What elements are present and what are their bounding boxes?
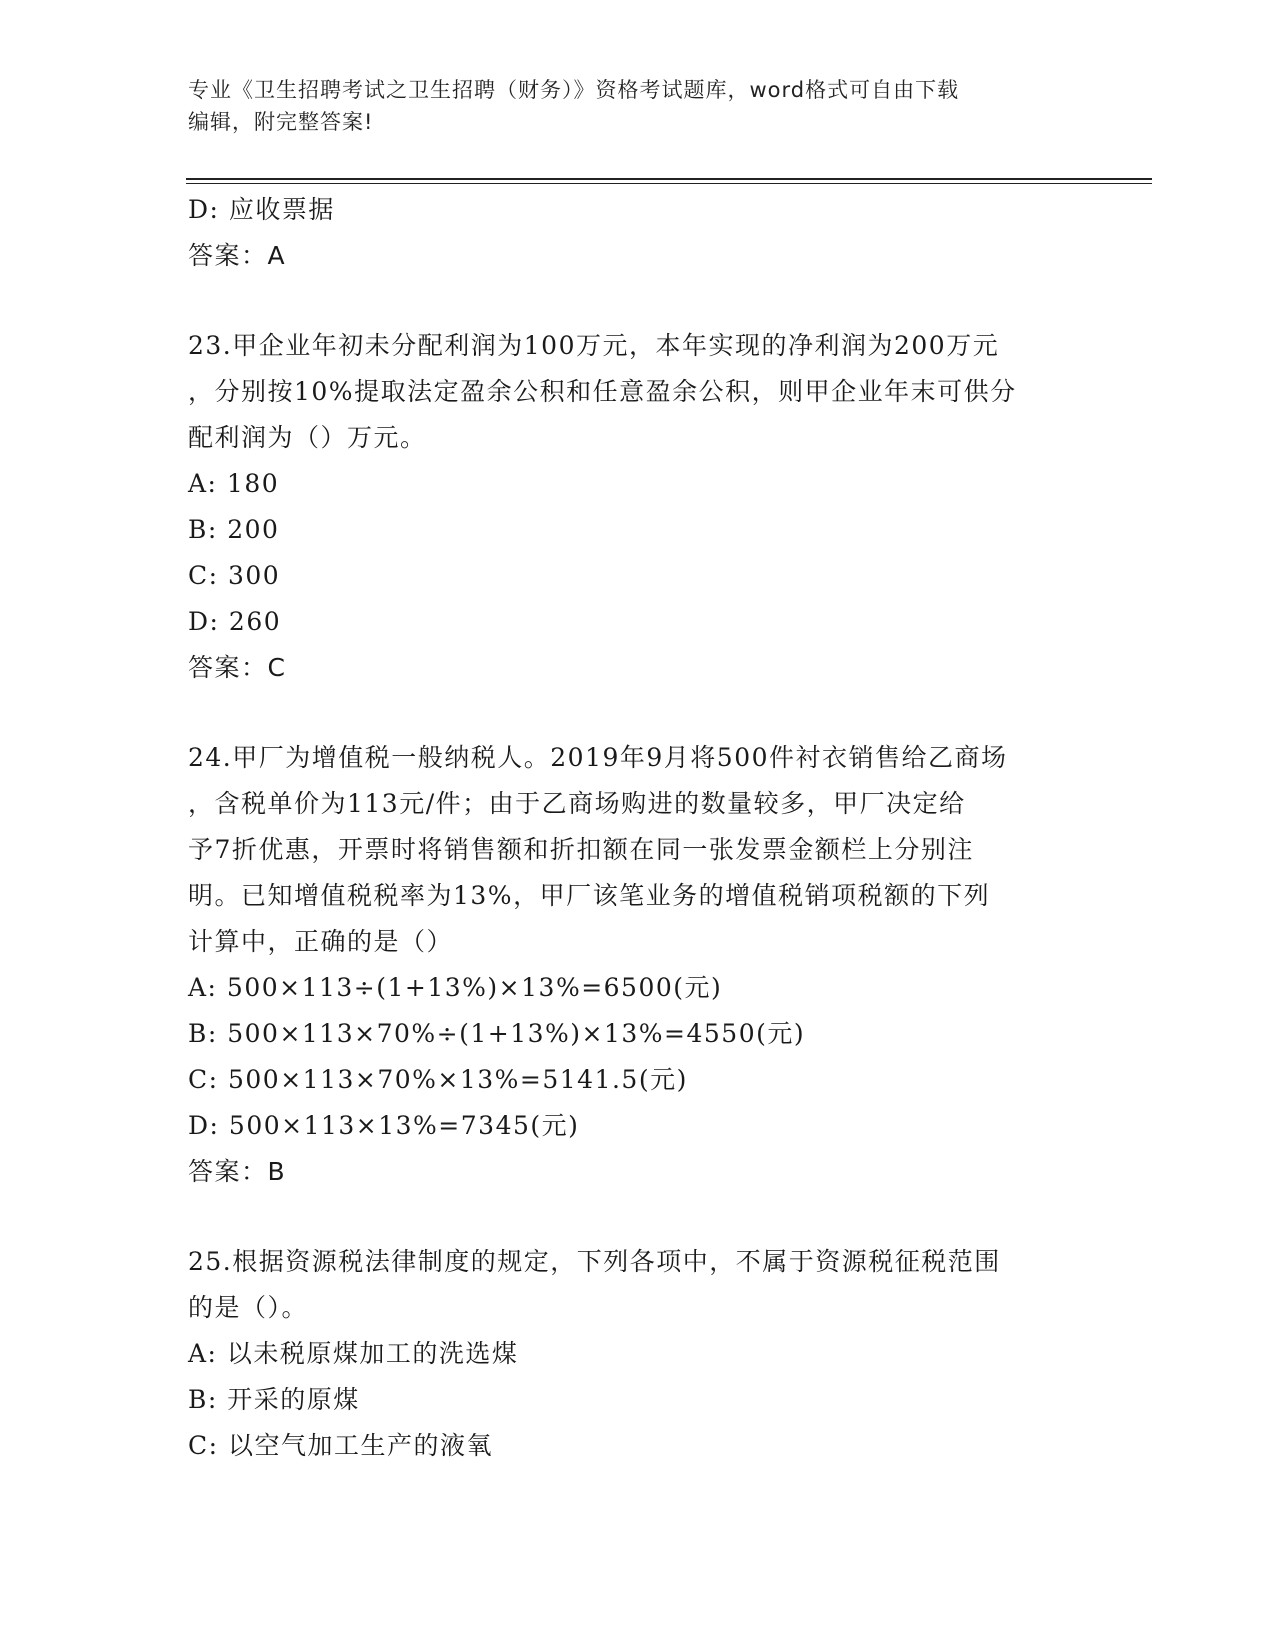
option-c: C: 300 — [188, 561, 281, 590]
answer: 答案：B — [188, 1157, 287, 1186]
option-b: B: 500×113×70%÷(1+13%)×13%=4550(元) — [188, 1019, 806, 1048]
question-text-line: 计算中，正确的是（） — [188, 927, 454, 956]
option-c: C: 500×113×70%×13%=5141.5(元) — [188, 1065, 688, 1094]
spacer — [188, 279, 1088, 323]
question-text-line: 配利润为（）万元。 — [188, 423, 427, 452]
question-text-line: ，含税单价为113元/件；由于乙商场购进的数量较多，甲厂决定给 — [188, 789, 966, 818]
header-divider-thin — [186, 183, 1152, 184]
header-line-2: 编辑，附完整答案! — [188, 110, 374, 134]
previous-question-tail — [188, 187, 1088, 279]
option-d: D: 应收票据 — [188, 195, 335, 224]
question-24 — [188, 735, 1088, 1195]
option-d: D: 260 — [188, 607, 282, 636]
spacer — [188, 1195, 1088, 1239]
question-text-line: 25.根据资源税法律制度的规定，下列各项中，不属于资源税征税范围 — [188, 1247, 1001, 1276]
answer: 答案：A — [188, 241, 287, 270]
option-d: D: 500×113×13%=7345(元) — [188, 1111, 580, 1140]
spacer — [188, 691, 1088, 735]
question-text-line: 明。已知增值税税率为13%，甲厂该笔业务的增值税销项税额的下列 — [188, 881, 991, 910]
document-header — [188, 74, 1088, 138]
question-text-line: ，分别按10%提取法定盈余公积和任意盈余公积，则甲企业年末可供分 — [188, 377, 1017, 406]
document-body — [188, 187, 1088, 1469]
question-text-line: 的是（）。 — [188, 1293, 309, 1322]
answer: 答案：C — [188, 653, 287, 682]
option-b: B: 200 — [188, 515, 280, 544]
option-a: A: 180 — [188, 469, 280, 498]
header-divider-thick — [186, 178, 1152, 180]
question-text-line: 予7折优惠，开票时将销售额和折扣额在同一张发票金额栏上分别注 — [188, 835, 974, 864]
option-a: A: 以未税原煤加工的洗选煤 — [188, 1339, 519, 1368]
question-25 — [188, 1239, 1088, 1469]
question-text-line: 23.甲企业年初未分配利润为100万元，本年实现的净利润为200万元 — [188, 331, 1000, 360]
option-b: B: 开采的原煤 — [188, 1385, 360, 1414]
question-text-line: 24.甲厂为增值税一般纳税人。2019年9月将500件衬衣销售给乙商场 — [188, 743, 1008, 772]
header-line-1: 专业《卫生招聘考试之卫生招聘（财务）》资格考试题库，word格式可自由下载 — [188, 78, 960, 102]
option-a: A: 500×113÷(1+13%)×13%=6500(元) — [188, 973, 723, 1002]
option-c: C: 以空气加工生产的液氧 — [188, 1431, 493, 1460]
question-23 — [188, 323, 1088, 691]
